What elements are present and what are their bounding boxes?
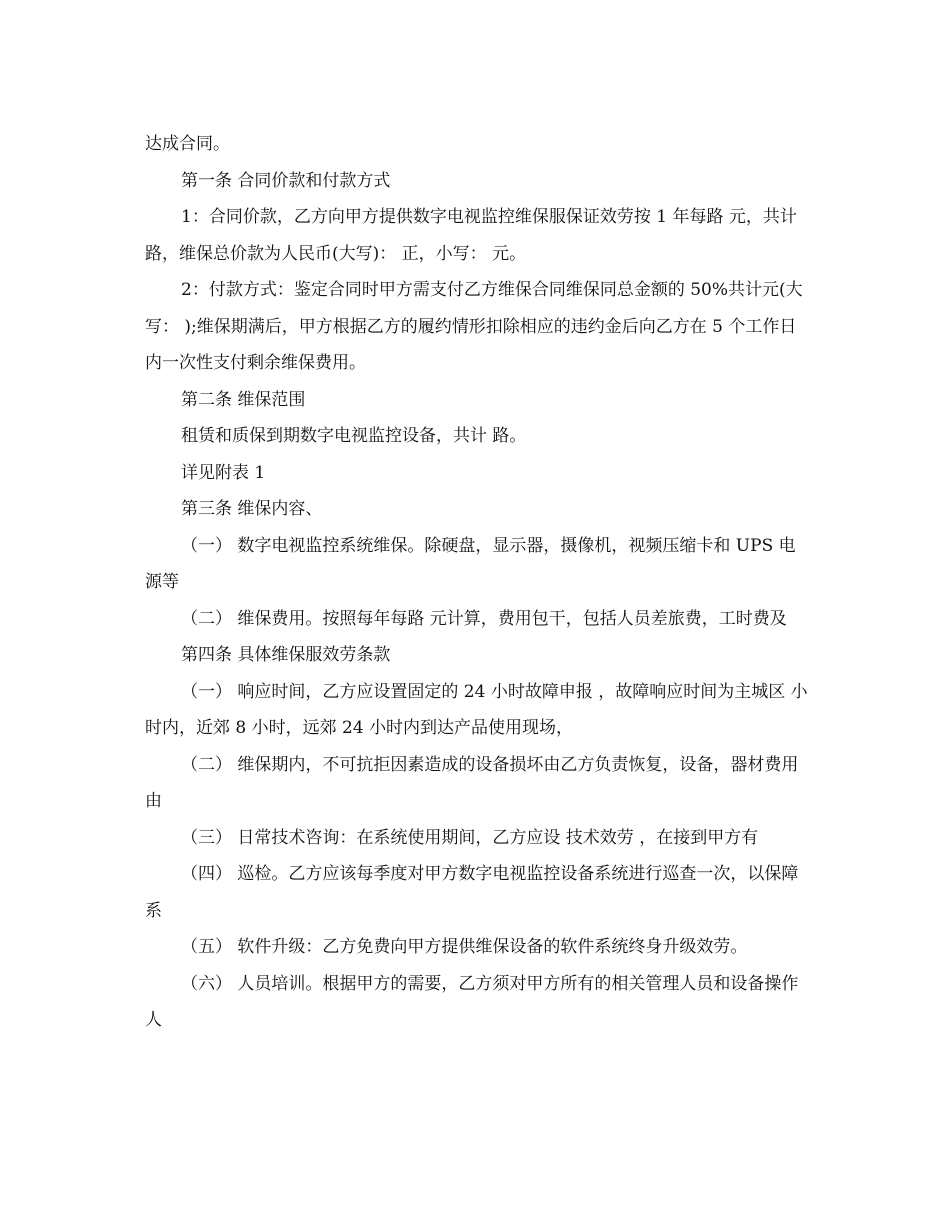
paragraph: 详见附表 1 [181, 462, 266, 483]
section-heading: 第一条 合同价款和付款方式 [181, 170, 391, 191]
list-item: （三） 日常技术咨询：在系统使用期间，乙方应设 技术效劳 ，在接到甲方有 [181, 827, 759, 848]
section-heading: 第四条 具体维保服效劳条款 [181, 645, 391, 665]
list-item: （四） 巡检。乙方应该每季度对甲方数字电视监控设备系统进行巡查一次，以保障系 [145, 864, 799, 921]
list-item: （二） 维保费用。按照每年每路 元计算，费用包干，包括人员差旅费，工时费及 [181, 608, 787, 629]
document-body [145, 126, 810, 1039]
section-heading: 第二条 维保范围 [181, 389, 306, 410]
list-item: （六） 人员培训。根据甲方的需要，乙方须对甲方所有的相关管理人员和设备操作人 [145, 973, 799, 1030]
paragraph: 1：合同价款，乙方向甲方提供数字电视监控维保服保证效劳按 1 年每路 元，共计 路，维保总价款为人民币(大写)： 正，小写： 元。 [145, 207, 797, 264]
list-item: （一） 数字电视监控系统维保。除硬盘，显示器，摄像机，视频压缩卡和 UPS 电源等 [145, 535, 796, 592]
list-item: （五） 软件升级：乙方免费向甲方提供维保设备的软件系统终身升级效劳。 [181, 937, 748, 957]
list-item: （二） 维保期内，不可抗拒因素造成的设备损坏由乙方负责恢复，设备，器材费用由 [145, 754, 799, 811]
list-item: （一） 响应时间，乙方应设置固定的 24 小时故障申报 ，故障响应时间为主城区 小时内，近郊 8 小时，远郊 24 小时内到达产品使用现场， [145, 681, 808, 738]
paragraph: 租赁和质保到期数字电视监控设备，共计 路。 [181, 426, 527, 446]
section-heading: 第三条 维保内容、 [181, 499, 323, 519]
paragraph: 2：付款方式：鉴定合同时甲方需支付乙方维保合同维保同总金额的 50%共计元(大写： );维保期满后，甲方根据乙方的履约情形扣除相应的违约金后向乙方在 5 个工作日内一次性支付剩余维保费用。 [145, 280, 803, 373]
paragraph: 达成合同。 [145, 134, 230, 154]
